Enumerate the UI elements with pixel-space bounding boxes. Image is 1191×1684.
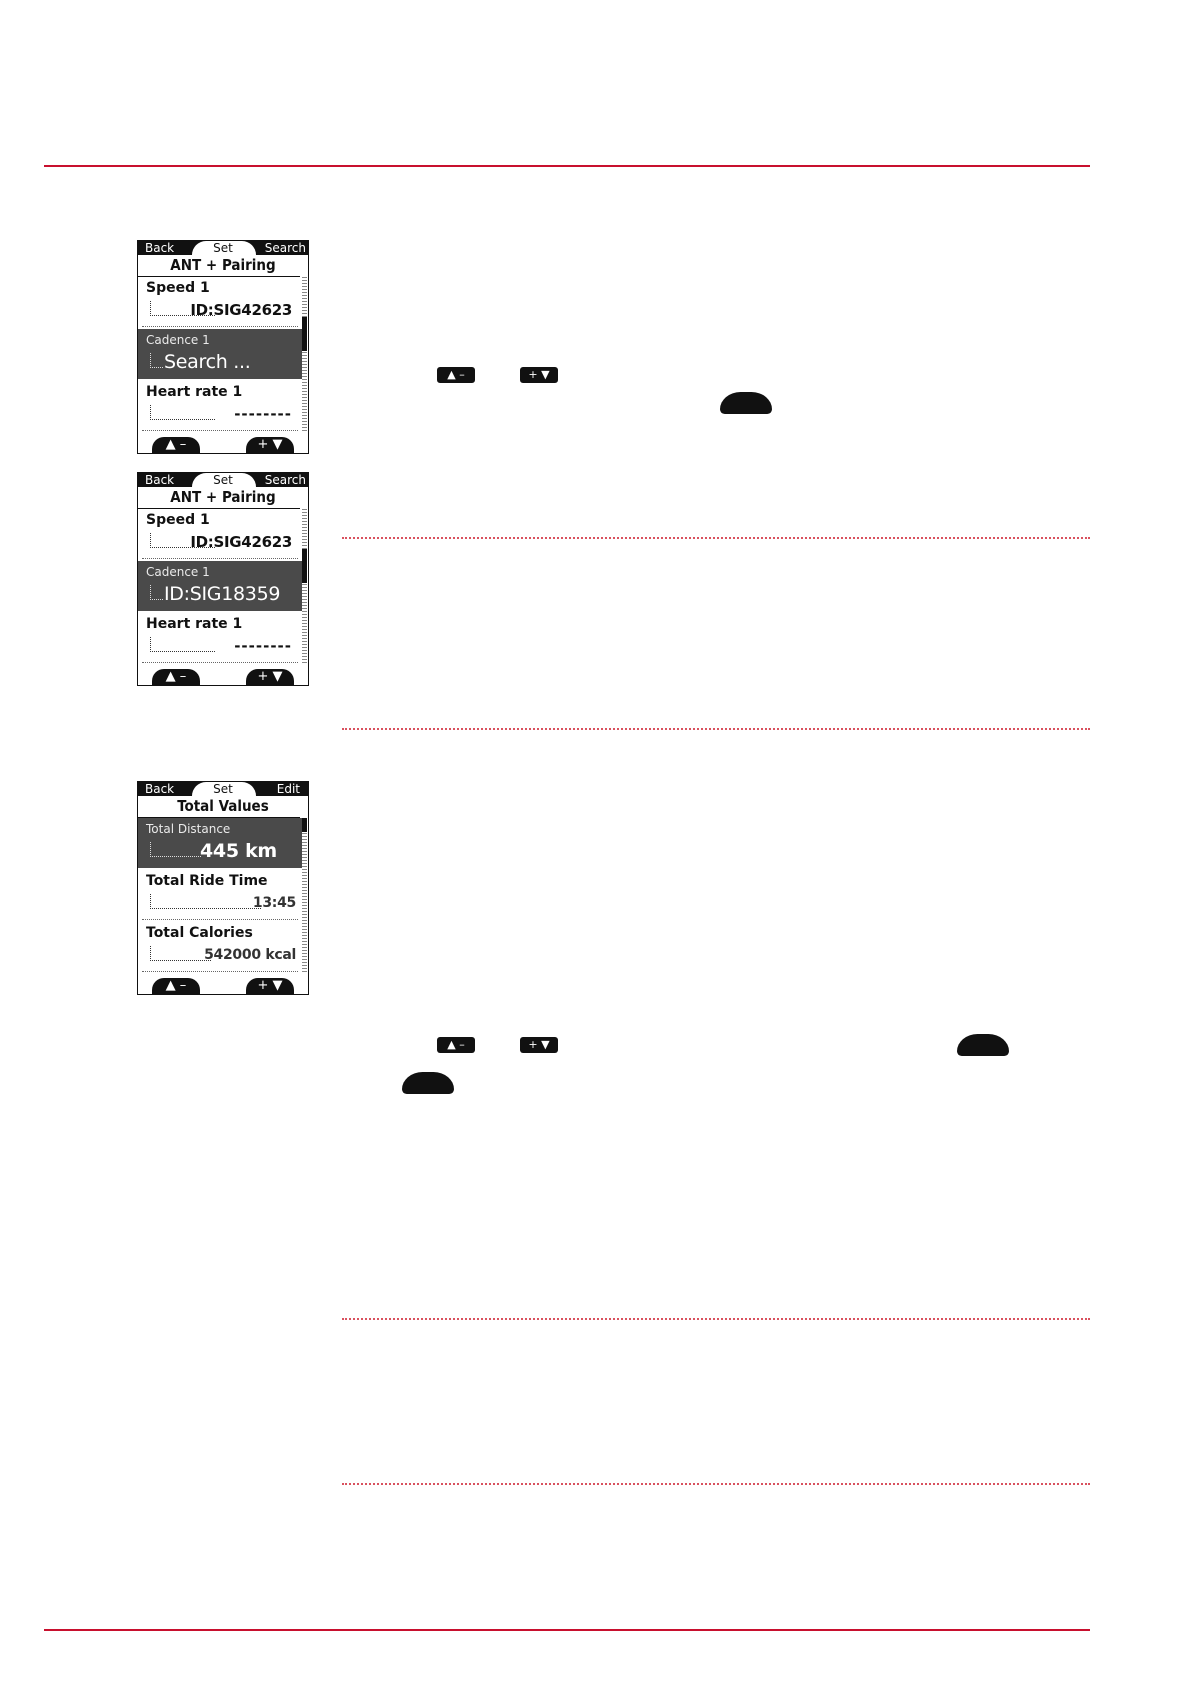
row-divider — [142, 662, 298, 663]
list-item-speed[interactable] — [138, 509, 302, 559]
set-softkey[interactable]: Set — [213, 782, 233, 796]
row-value: 445 km — [200, 840, 277, 862]
scrollbar-thumb[interactable] — [302, 818, 307, 832]
row-divider — [142, 326, 298, 327]
row-value: Search ... — [164, 351, 251, 373]
row-divider — [142, 919, 298, 920]
up-minus-key[interactable]: ▲ – — [152, 669, 200, 685]
row-label: Total Calories — [146, 925, 253, 941]
tree-branch-icon — [150, 637, 215, 652]
tree-branch-icon — [150, 353, 163, 368]
scrollbar[interactable] — [302, 277, 307, 431]
tree-branch-icon — [150, 894, 261, 909]
row-label: Heart rate 1 — [146, 384, 243, 400]
plus-down-key[interactable]: + ▼ — [246, 669, 294, 685]
list-item-heart-rate[interactable] — [138, 381, 302, 431]
oval-button-icon — [957, 1034, 1009, 1056]
bottom-red-rule — [44, 1629, 1090, 1631]
row-label: Total Distance — [146, 822, 231, 836]
top-red-rule — [44, 165, 1090, 167]
row-label: Cadence 1 — [146, 333, 210, 347]
list-item-cadence-selected[interactable] — [138, 561, 302, 611]
back-softkey[interactable]: Back — [145, 241, 175, 255]
row-label: Heart rate 1 — [146, 616, 243, 632]
row-value-dashes: -------- — [234, 405, 292, 423]
scrollbar-thumb[interactable] — [302, 317, 307, 351]
list-item-cadence-selected[interactable] — [138, 329, 302, 379]
back-softkey[interactable]: Back — [145, 473, 175, 487]
scrollbar-thumb[interactable] — [302, 549, 307, 583]
dotted-separator-1 — [342, 537, 1090, 539]
list-item-heart-rate[interactable] — [138, 613, 302, 663]
device-bottom-bar — [138, 665, 308, 685]
oval-button-icon — [402, 1072, 454, 1094]
scrollbar[interactable] — [302, 509, 307, 663]
screen-title: ANT + Pairing — [170, 488, 276, 506]
row-value: ID:SIG18359 — [164, 583, 281, 605]
row-label: Speed 1 — [146, 512, 210, 528]
search-softkey[interactable]: Search — [264, 473, 306, 487]
row-value: 13:45 — [252, 895, 296, 911]
tree-branch-icon — [150, 405, 215, 420]
device-bottom-bar — [138, 974, 308, 994]
edit-softkey[interactable]: Edit — [276, 782, 300, 796]
device-top-bar — [138, 473, 308, 487]
scrollbar[interactable] — [302, 818, 307, 972]
list-item-speed[interactable] — [138, 277, 302, 327]
device-screen-ant-pairing-search — [137, 240, 309, 454]
up-minus-key[interactable]: ▲ – — [152, 978, 200, 994]
list-item-total-ride-time[interactable] — [138, 870, 302, 920]
device-top-bar — [138, 241, 308, 255]
search-softkey[interactable]: Search — [264, 241, 306, 255]
device-top-bar — [138, 782, 308, 796]
row-value-dashes: -------- — [234, 637, 292, 655]
plus-down-key[interactable]: + ▼ — [246, 978, 294, 994]
row-label: Total Ride Time — [146, 873, 268, 889]
up-minus-key[interactable]: ▲ – — [152, 437, 200, 453]
plus-down-key[interactable]: + ▼ — [246, 437, 294, 453]
set-softkey[interactable]: Set — [213, 241, 233, 255]
up-minus-key-icon: ▲ – — [437, 367, 475, 383]
list-item-total-distance-selected[interactable] — [138, 818, 302, 868]
row-value: ID:SIG42623 — [190, 533, 292, 551]
device-screen-ant-pairing-found — [137, 472, 309, 686]
screen-title: ANT + Pairing — [170, 256, 276, 274]
dotted-separator-2 — [342, 728, 1090, 730]
row-label: Speed 1 — [146, 280, 210, 296]
set-softkey[interactable]: Set — [213, 473, 233, 487]
tree-branch-icon — [150, 946, 211, 961]
up-minus-key-icon: ▲ – — [437, 1037, 475, 1053]
plus-down-key-icon: + ▼ — [520, 367, 558, 383]
row-divider — [142, 430, 298, 431]
row-divider — [142, 558, 298, 559]
back-softkey[interactable]: Back — [145, 782, 175, 796]
device-screen-total-values — [137, 781, 309, 995]
tree-branch-icon — [150, 585, 163, 600]
tree-branch-icon — [150, 842, 201, 857]
device-bottom-bar — [138, 433, 308, 453]
row-value: 542000 kcal — [204, 947, 296, 963]
list-item-total-calories[interactable] — [138, 922, 302, 972]
dotted-separator-4 — [342, 1483, 1090, 1485]
row-label: Cadence 1 — [146, 565, 210, 579]
row-divider — [142, 971, 298, 972]
plus-down-key-icon: + ▼ — [520, 1037, 558, 1053]
oval-button-icon — [720, 392, 772, 414]
dotted-separator-3 — [342, 1318, 1090, 1320]
row-value: ID:SIG42623 — [190, 301, 292, 319]
screen-title: Total Values — [177, 797, 269, 815]
